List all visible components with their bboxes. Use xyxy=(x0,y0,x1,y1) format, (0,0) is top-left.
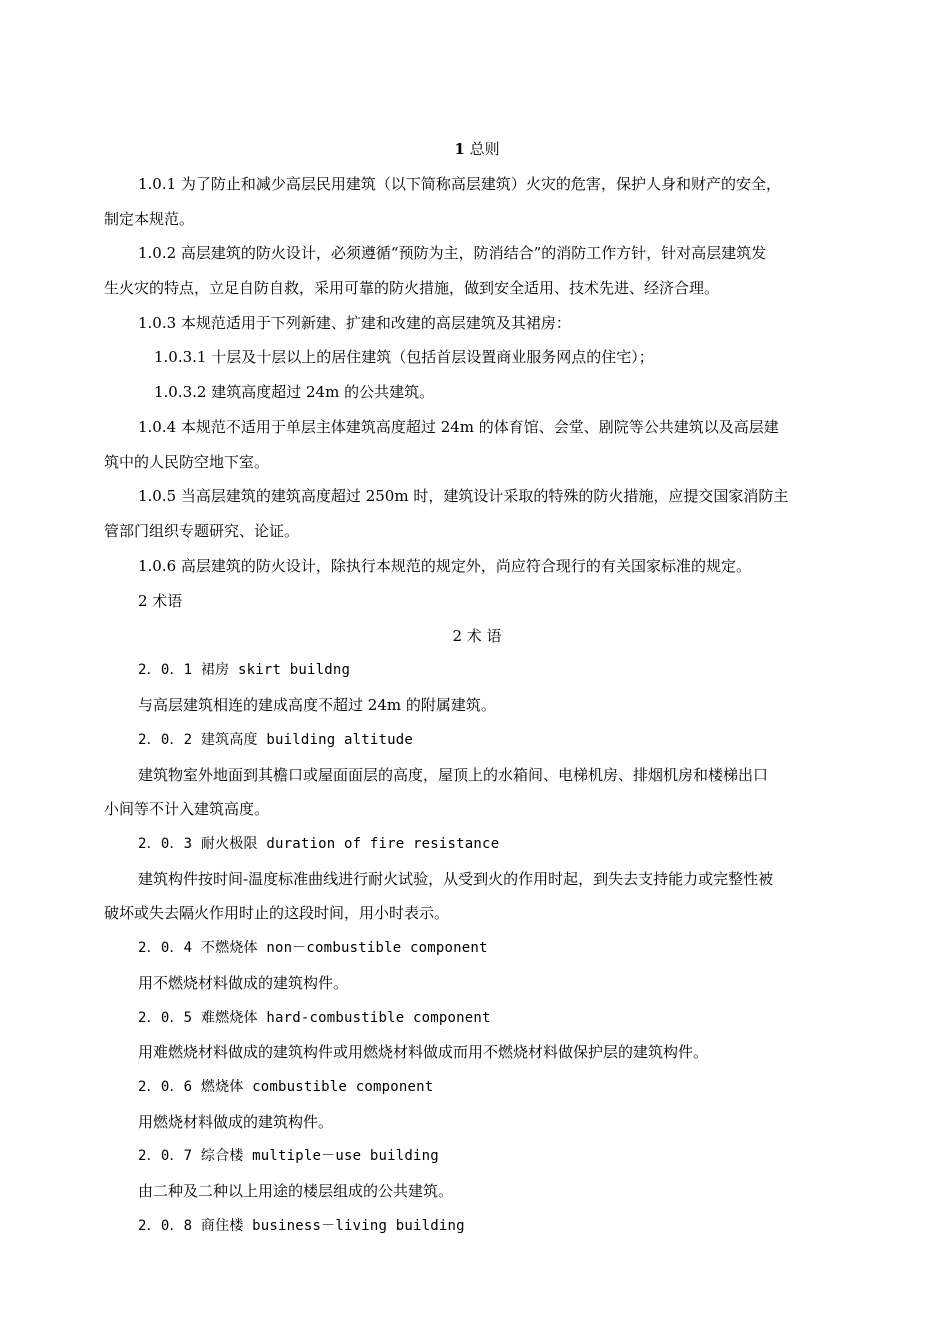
clause-1-0-6: 1.0.6 高层建筑的防火设计，除执行本规范的规定外，尚应符合现行的有关国家标准的规定。 xyxy=(138,557,751,575)
term-2-0-3-definition-line-1: 建筑构件按时间-温度标准曲线进行耐火试验，从受到火的作用时起，到失去支持能力或完整性被 xyxy=(138,870,774,888)
chapter-1-title: 总则 xyxy=(469,140,500,158)
clause-1-0-4-line-2: 筑中的人民防空地下室。 xyxy=(104,453,270,471)
clause-1-0-3: 1.0.3 本规范适用于下列新建、扩建和改建的高层建筑及其裙房： xyxy=(138,314,571,332)
clause-1-0-4-line-1: 1.0.4 本规范不适用于单层主体建筑高度超过 24m 的体育馆、会堂、剧院等公共建筑以及高层建 xyxy=(138,418,779,436)
clause-1-0-1-line-2: 制定本规范。 xyxy=(104,210,195,228)
clause-1-0-3-1: 1.0.3.1 十层及十层以上的居住建筑（包括首层设置商业服务网点的住宅）； xyxy=(154,348,654,366)
term-2-0-2-heading: 2．0．2 建筑高度 building altitude xyxy=(138,732,414,748)
term-2-0-4-definition: 用不燃烧材料做成的建筑构件。 xyxy=(138,974,349,992)
term-2-0-8-heading: 2．0．8 商住楼 business－living building xyxy=(138,1218,465,1234)
term-2-0-3-heading: 2．0．3 耐火极限 duration of fire resistance xyxy=(138,836,500,852)
section-2-label: 2 术语 xyxy=(138,592,183,610)
term-2-0-4-heading: 2．0．4 不燃烧体 non－combustible component xyxy=(138,940,488,956)
clause-1-0-5-line-1: 1.0.5 当高层建筑的建筑高度超过 250m 时，建筑设计采取的特殊的防火措施，应提交国家消防主 xyxy=(138,487,789,505)
term-2-0-6-heading: 2．0．6 燃烧体 combustible component xyxy=(138,1079,434,1095)
chapter-1-heading xyxy=(104,139,850,159)
term-2-0-5-heading: 2．0．5 难燃烧体 hard-combustible component xyxy=(138,1010,491,1026)
chapter-1-number: 1 xyxy=(454,140,465,158)
term-2-0-5-definition: 用难燃烧材料做成的建筑构件或用燃烧材料做成而用不燃烧材料做保护层的建筑构件。 xyxy=(138,1043,709,1061)
clause-1-0-2-line-2: 生火灾的特点，立足自防自救，采用可靠的防火措施，做到安全适用、技术先进、经济合理。 xyxy=(104,279,720,297)
term-2-0-3-definition-line-2: 破坏或失去隔火作用时止的这段时间，用小时表示。 xyxy=(104,904,450,922)
term-2-0-7-heading: 2．0．7 综合楼 multiple－use building xyxy=(138,1148,439,1164)
term-2-0-1-definition: 与高层建筑相连的建成高度不超过 24m 的附属建筑。 xyxy=(138,696,496,714)
clause-1-0-3-2: 1.0.3.2 建筑高度超过 24m 的公共建筑。 xyxy=(154,383,435,401)
chapter-2-heading: 2 术 语 xyxy=(452,627,502,645)
term-2-0-2-definition-line-2: 小间等不计入建筑高度。 xyxy=(104,800,270,818)
term-2-0-7-definition: 由二种及二种以上用途的楼层组成的公共建筑。 xyxy=(138,1182,454,1200)
clause-1-0-2-line-1: 1.0.2 高层建筑的防火设计，必须遵循“预防为主，防消结合”的消防工作方针，针对高层建筑发 xyxy=(138,244,767,262)
term-2-0-2-definition-line-1: 建筑物室外地面到其檐口或屋面面层的高度，屋顶上的水箱间、电梯机房、排烟机房和楼梯出口 xyxy=(138,766,769,784)
clause-1-0-5-line-2: 管部门组织专题研究、论证。 xyxy=(104,522,300,540)
clause-1-0-1-line-1: 1.0.1 为了防止和减少高层民用建筑（以下简称高层建筑）火灾的危害，保护人身和财产的安全， xyxy=(138,175,781,193)
term-2-0-6-definition: 用燃烧材料做成的建筑构件。 xyxy=(138,1113,334,1131)
term-2-0-1-heading: 2．0．1 裙房 skirt buildng xyxy=(138,662,351,678)
